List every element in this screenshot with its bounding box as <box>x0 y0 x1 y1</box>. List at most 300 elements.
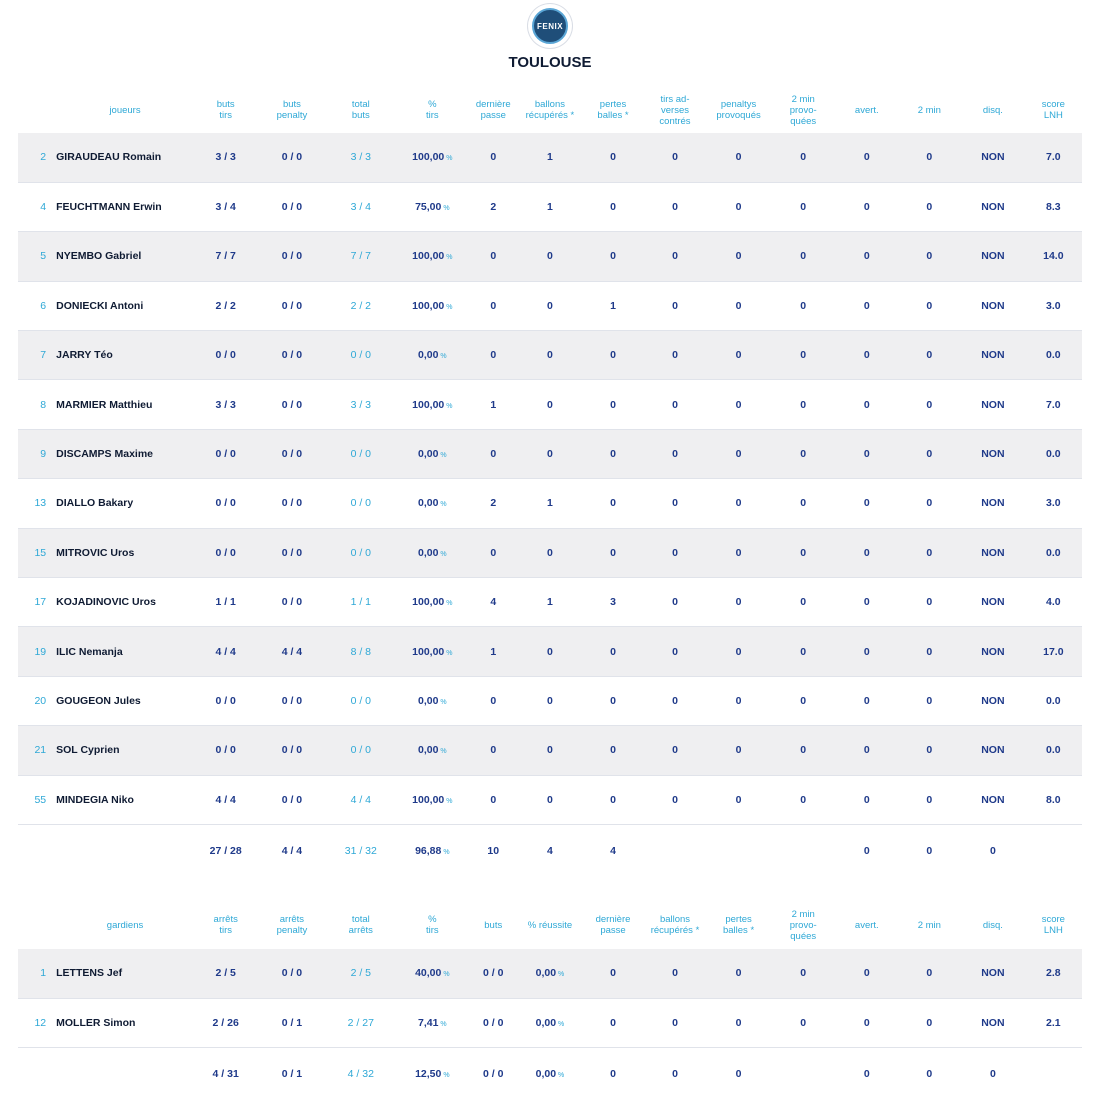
percent-value: 75,00 <box>415 201 442 214</box>
percent-unit: % <box>446 254 453 262</box>
table-cell: 0 <box>770 627 836 676</box>
percent-value: 0,00 <box>417 546 439 559</box>
table-cell: 0 <box>770 528 836 577</box>
table-cell: 0 <box>770 380 836 429</box>
percent-unit: % <box>446 600 453 608</box>
table-row <box>18 380 1082 429</box>
column-header: total buts <box>351 99 370 121</box>
table-cell: 0 <box>469 331 517 380</box>
player-name <box>56 1048 194 1100</box>
table-cell: 0 <box>583 133 643 182</box>
totals-row <box>18 1048 1082 1100</box>
percent-value: 0,00 <box>417 349 439 362</box>
table-cell: 1 / 1 <box>326 578 395 627</box>
table-cell: 0 / 0 <box>194 479 258 528</box>
players-stats-table <box>18 87 1082 876</box>
table-cell: 27 / 28 <box>194 824 258 876</box>
column-header <box>18 901 56 949</box>
table-cell: 0 <box>898 578 962 627</box>
table-cell: 0 <box>770 775 836 824</box>
table-cell: 0 <box>898 232 962 281</box>
percent-unit: % <box>446 303 453 311</box>
table-cell: 0 <box>707 627 771 676</box>
table-cell: 0 <box>583 429 643 478</box>
table-cell: 0 <box>643 676 707 725</box>
table-cell: 0 / 0 <box>194 528 258 577</box>
table-cell: 0 <box>707 676 771 725</box>
column-header: arrêts penalty <box>276 914 308 936</box>
table-cell: 0 <box>583 331 643 380</box>
jersey-number <box>18 824 56 876</box>
column-header: 2 min provo- quées <box>789 908 817 942</box>
table-cell: 0 / 0 <box>257 133 326 182</box>
column-header: tirs ad- verses contrés <box>659 93 691 127</box>
column-header: buts penalty <box>276 99 308 121</box>
column-header <box>18 87 56 133</box>
table-row <box>18 232 1082 281</box>
percent-value: 0,00 <box>535 967 557 980</box>
percent-value: 12,50 <box>415 1067 442 1080</box>
column-header: % tirs <box>425 914 439 936</box>
table-cell: 0 <box>517 331 583 380</box>
column-header: disq. <box>982 104 1003 116</box>
player-name: MARMIER Matthieu <box>56 380 194 429</box>
table-row <box>18 133 1082 182</box>
table-cell: 4 / 4 <box>257 824 326 876</box>
table-cell: 0 <box>770 429 836 478</box>
jersey-number: 8 <box>18 380 56 429</box>
table-cell: 0 / 0 <box>326 429 395 478</box>
table-row <box>18 281 1082 330</box>
table-cell: 0 <box>643 949 707 998</box>
jersey-number: 2 <box>18 133 56 182</box>
table-cell: 0 <box>898 1048 962 1100</box>
percent-value: 0,00 <box>417 448 439 461</box>
table-cell: 0 <box>836 380 897 429</box>
table-cell: 0 <box>643 627 707 676</box>
table-cell: 0 <box>707 182 771 231</box>
table-cell: 2 / 2 <box>194 281 258 330</box>
column-header: disq. <box>982 919 1003 931</box>
table-cell: 0 / 0 <box>257 528 326 577</box>
table-cell: 10 <box>469 824 517 876</box>
table-cell: 0 <box>707 949 771 998</box>
table-cell: 0 <box>707 775 771 824</box>
table-cell: 0 <box>898 726 962 775</box>
jersey-number: 6 <box>18 281 56 330</box>
table-cell: NON <box>961 133 1025 182</box>
table-cell: 0 <box>770 949 836 998</box>
table-cell: 0.0 <box>1025 676 1082 725</box>
table-cell: NON <box>961 949 1025 998</box>
table-cell: 0 <box>836 824 897 876</box>
table-cell: 0 / 0 <box>469 1048 517 1100</box>
table-cell <box>707 824 771 876</box>
table-row <box>18 627 1082 676</box>
table-cell: 0 <box>836 331 897 380</box>
table-cell: 0 <box>836 182 897 231</box>
table-cell: 0 <box>517 429 583 478</box>
table-row <box>18 775 1082 824</box>
percent-value: 100,00 <box>412 250 445 263</box>
table-cell: 0 <box>469 133 517 182</box>
table-cell: 2 / 26 <box>194 998 258 1047</box>
percent-unit: % <box>443 1071 450 1079</box>
table-cell: 3 / 4 <box>326 182 395 231</box>
table-cell: 0 <box>836 429 897 478</box>
percent-value: 0,00 <box>417 694 439 707</box>
table-cell <box>395 133 469 182</box>
percent-unit: % <box>440 698 447 706</box>
table-cell <box>1025 1048 1082 1100</box>
table-cell: 0 <box>469 429 517 478</box>
table-cell: 0 <box>836 775 897 824</box>
table-cell <box>395 1048 469 1100</box>
table-cell: 3.0 <box>1025 281 1082 330</box>
table-cell: 0 <box>469 281 517 330</box>
table-cell: 17.0 <box>1025 627 1082 676</box>
percent-unit: % <box>443 848 450 856</box>
table-cell: 0 <box>961 1048 1025 1100</box>
table-cell: 0 <box>643 380 707 429</box>
percent-value: 96,88 <box>415 844 442 857</box>
table-cell: 1 <box>517 133 583 182</box>
player-name: ILIC Nemanja <box>56 627 194 676</box>
column-header: 2 min provo- quées <box>789 93 817 127</box>
percent-unit: % <box>440 748 447 756</box>
percent-unit: % <box>443 971 450 979</box>
table-row <box>18 182 1082 231</box>
table-cell: 0 <box>770 281 836 330</box>
table-cell: NON <box>961 676 1025 725</box>
column-header: score LNH <box>1041 99 1065 121</box>
percent-value: 100,00 <box>412 299 445 312</box>
goalkeepers-stats-table <box>18 901 1082 1100</box>
table-cell: 3 / 3 <box>326 133 395 182</box>
table-cell: 0 <box>469 775 517 824</box>
table-cell <box>395 380 469 429</box>
table-cell: 0 / 0 <box>326 676 395 725</box>
table-cell: 0 / 0 <box>326 331 395 380</box>
column-header: dernière passe <box>595 914 631 936</box>
column-header: buts <box>484 919 503 931</box>
table-cell: 0.0 <box>1025 331 1082 380</box>
column-header: ballons récupérés * <box>525 99 575 121</box>
table-cell <box>395 232 469 281</box>
table-cell <box>517 949 583 998</box>
table-row <box>18 578 1082 627</box>
table-cell: 0 <box>707 1048 771 1100</box>
table-cell: 1 <box>517 578 583 627</box>
totals-row <box>18 824 1082 876</box>
table-cell: 0 <box>583 528 643 577</box>
table-cell: 0 <box>517 775 583 824</box>
table-cell: 0 <box>898 676 962 725</box>
table-cell: 3 / 4 <box>194 182 258 231</box>
table-cell: 0 / 1 <box>257 1048 326 1100</box>
table-cell: 0 <box>643 331 707 380</box>
table-cell: 0 <box>836 528 897 577</box>
player-name: DONIECKI Antoni <box>56 281 194 330</box>
table-cell: 2 / 2 <box>326 281 395 330</box>
table-cell: 0 <box>517 726 583 775</box>
table-cell: 2 / 27 <box>326 998 395 1047</box>
jersey-number: 19 <box>18 627 56 676</box>
table-cell: 0 <box>898 182 962 231</box>
player-name: DIALLO Bakary <box>56 479 194 528</box>
table-cell: 1 <box>517 479 583 528</box>
fenix-logo-icon <box>532 8 568 44</box>
column-header: % tirs <box>425 99 439 121</box>
percent-unit: % <box>440 1020 447 1028</box>
table-cell: 0 / 0 <box>257 726 326 775</box>
player-name: MITROVIC Uros <box>56 528 194 577</box>
table-cell: 0 / 0 <box>257 578 326 627</box>
table-cell: NON <box>961 578 1025 627</box>
table-cell: 0 <box>469 528 517 577</box>
table-cell: 3.0 <box>1025 479 1082 528</box>
table-cell: 0 <box>643 479 707 528</box>
player-name: FEUCHTMANN Erwin <box>56 182 194 231</box>
table-cell: 4 / 31 <box>194 1048 258 1100</box>
table-cell <box>395 726 469 775</box>
table-cell: 0 <box>707 429 771 478</box>
percent-value: 100,00 <box>412 596 445 609</box>
table-cell: 0 <box>836 949 897 998</box>
column-header: total arrêts <box>348 914 373 936</box>
column-header: pertes balles * <box>722 914 755 936</box>
table-cell <box>395 998 469 1047</box>
player-name: NYEMBO Gabriel <box>56 232 194 281</box>
table-cell: NON <box>961 479 1025 528</box>
percent-unit: % <box>558 971 565 979</box>
percent-unit: % <box>440 452 447 460</box>
column-header: penaltys provoqués <box>716 99 761 121</box>
table-cell: NON <box>961 232 1025 281</box>
table-cell: 2.1 <box>1025 998 1082 1047</box>
table-cell: 0 <box>770 133 836 182</box>
table-cell: 0 <box>770 331 836 380</box>
table-cell: 0 <box>643 726 707 775</box>
table-cell: 0 / 0 <box>194 429 258 478</box>
percent-unit: % <box>446 402 453 410</box>
table-cell: 0 <box>770 232 836 281</box>
table-cell <box>395 429 469 478</box>
table-cell: 4 <box>517 824 583 876</box>
table-cell: 0 <box>898 627 962 676</box>
percent-value: 0,00 <box>417 744 439 757</box>
table-cell: 4 / 4 <box>194 775 258 824</box>
table-row <box>18 949 1082 998</box>
jersey-number: 13 <box>18 479 56 528</box>
percent-unit: % <box>446 155 453 163</box>
table-row <box>18 676 1082 725</box>
player-name: GOUGEON Jules <box>56 676 194 725</box>
table-cell: 0 <box>643 429 707 478</box>
table-cell: 1 <box>469 627 517 676</box>
table-cell: 0 <box>469 726 517 775</box>
table-cell: 8.3 <box>1025 182 1082 231</box>
table-row <box>18 998 1082 1047</box>
table-cell: 0 <box>583 479 643 528</box>
table-cell <box>395 528 469 577</box>
jersey-number: 9 <box>18 429 56 478</box>
table-cell: 0 / 0 <box>194 676 258 725</box>
jersey-number <box>18 1048 56 1100</box>
jersey-number: 20 <box>18 676 56 725</box>
column-header: pertes balles * <box>597 99 629 121</box>
table-cell: 0 <box>836 281 897 330</box>
table-cell: 0.0 <box>1025 726 1082 775</box>
table-cell <box>395 627 469 676</box>
table-cell: 0 <box>707 578 771 627</box>
jersey-number: 4 <box>18 182 56 231</box>
table-cell: 1 <box>583 281 643 330</box>
table-cell: 2 <box>469 479 517 528</box>
table-row <box>18 479 1082 528</box>
table-cell: 0 / 0 <box>257 676 326 725</box>
table-cell: 0 <box>836 232 897 281</box>
table-cell: 0 <box>517 676 583 725</box>
table-cell: 0 <box>707 479 771 528</box>
player-name: MINDEGIA Niko <box>56 775 194 824</box>
table-cell: 0 <box>469 232 517 281</box>
table-cell: 0.0 <box>1025 528 1082 577</box>
table-cell <box>395 182 469 231</box>
table-cell: 3 <box>583 578 643 627</box>
table-cell: NON <box>961 182 1025 231</box>
table-cell: 0 <box>770 578 836 627</box>
table-cell: 0 <box>643 232 707 281</box>
table-cell <box>395 578 469 627</box>
jersey-number: 55 <box>18 775 56 824</box>
column-header: 2 min <box>917 919 941 931</box>
table-cell <box>770 1048 836 1100</box>
table-cell: 0 / 0 <box>469 949 517 998</box>
player-name: SOL Cyprien <box>56 726 194 775</box>
table-cell: 0 <box>898 824 962 876</box>
table-cell: 1 <box>469 380 517 429</box>
table-cell: 0 <box>836 726 897 775</box>
table-cell: 3 / 3 <box>194 133 258 182</box>
table-cell: 0 <box>898 479 962 528</box>
table-cell: 0 / 0 <box>257 281 326 330</box>
team-name: TOULOUSE <box>508 54 592 71</box>
column-header: ballons récupérés * <box>650 914 700 936</box>
jersey-number: 5 <box>18 232 56 281</box>
table-cell: 0 <box>836 1048 897 1100</box>
table-cell: 0 / 0 <box>469 998 517 1047</box>
column-header: dernière passe <box>475 99 511 121</box>
column-header: gardiens <box>106 919 144 931</box>
percent-value: 100,00 <box>412 398 445 411</box>
column-header: score LNH <box>1041 914 1065 936</box>
table-cell: NON <box>961 998 1025 1047</box>
table-cell: 0 <box>469 676 517 725</box>
table-cell: 7.0 <box>1025 133 1082 182</box>
table-cell: 4 / 32 <box>326 1048 395 1100</box>
table-cell: 0 <box>898 528 962 577</box>
column-header: avert. <box>854 104 879 116</box>
column-header: 2 min <box>917 104 941 116</box>
player-name: MOLLER Simon <box>56 998 194 1047</box>
table-cell: 3 / 3 <box>194 380 258 429</box>
column-header: avert. <box>854 919 879 931</box>
table-cell: 7.0 <box>1025 380 1082 429</box>
table-cell: 2 / 5 <box>194 949 258 998</box>
table-cell: 2 / 5 <box>326 949 395 998</box>
table-cell: 0 <box>583 380 643 429</box>
table-cell: 0 <box>583 775 643 824</box>
table-row <box>18 429 1082 478</box>
table-cell <box>395 331 469 380</box>
table-cell: NON <box>961 726 1025 775</box>
team-logo <box>528 4 572 48</box>
table-cell: 7 / 7 <box>326 232 395 281</box>
table-cell: 0 <box>898 281 962 330</box>
table-cell: 0 <box>707 726 771 775</box>
table-cell: 0 <box>707 998 771 1047</box>
table-cell: 0 <box>770 676 836 725</box>
table-cell: 0 <box>517 232 583 281</box>
player-name: DISCAMPS Maxime <box>56 429 194 478</box>
player-name: KOJADINOVIC Uros <box>56 578 194 627</box>
table-cell <box>395 949 469 998</box>
table-row <box>18 528 1082 577</box>
table-cell: 0 <box>836 479 897 528</box>
percent-value: 100,00 <box>412 793 445 806</box>
table-cell: 8 / 8 <box>326 627 395 676</box>
table-cell: 0 <box>583 949 643 998</box>
player-name: GIRAUDEAU Romain <box>56 133 194 182</box>
table-cell: 0 <box>583 726 643 775</box>
table-cell: NON <box>961 775 1025 824</box>
table-cell: 0 / 0 <box>257 380 326 429</box>
table-cell: 4 / 4 <box>257 627 326 676</box>
column-header: buts tirs <box>216 99 235 121</box>
table-cell: 14.0 <box>1025 232 1082 281</box>
table-cell: 0 <box>583 1048 643 1100</box>
table-cell: 0 <box>643 182 707 231</box>
table-cell: 0 <box>643 281 707 330</box>
table-cell: 0 <box>770 726 836 775</box>
table-cell: 0 <box>898 133 962 182</box>
player-name: LETTENS Jef <box>56 949 194 998</box>
table-cell: 0 <box>643 133 707 182</box>
players-header-row <box>18 87 1082 133</box>
table-cell: 0 / 0 <box>326 479 395 528</box>
logo-text: FENIX <box>536 21 564 31</box>
percent-unit: % <box>440 353 447 361</box>
table-cell: 0 <box>836 627 897 676</box>
table-cell: 31 / 32 <box>326 824 395 876</box>
table-cell: 0 <box>643 1048 707 1100</box>
percent-unit: % <box>440 501 447 509</box>
jersey-number: 17 <box>18 578 56 627</box>
percent-value: 7,41 <box>417 1016 439 1029</box>
percent-value: 0,00 <box>535 1016 557 1029</box>
player-name <box>56 824 194 876</box>
table-cell: 0 <box>583 232 643 281</box>
table-cell: 0 / 0 <box>257 949 326 998</box>
table-cell: 0 <box>707 232 771 281</box>
table-cell: NON <box>961 331 1025 380</box>
table-cell: NON <box>961 380 1025 429</box>
table-cell: 0 <box>898 429 962 478</box>
table-cell: 0 / 0 <box>257 182 326 231</box>
table-cell: 0 <box>707 133 771 182</box>
percent-unit: % <box>440 550 447 558</box>
